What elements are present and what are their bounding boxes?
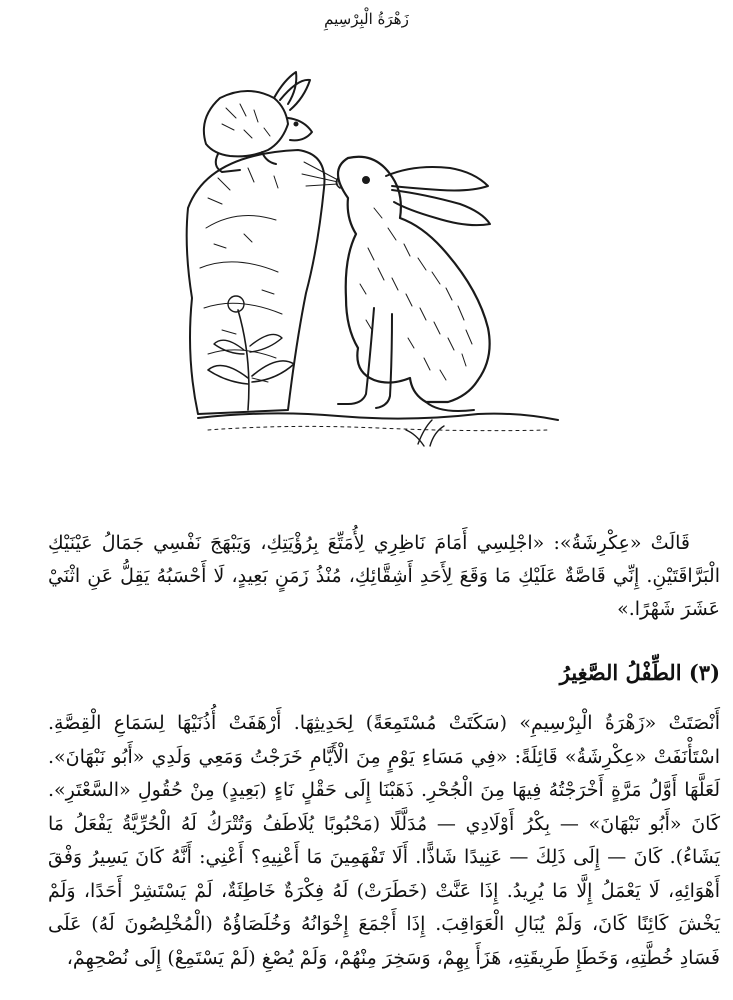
quote-paragraph: قَالَتْ «عِكْرِشَةُ»: «اجْلِسِي أَمَامَ نَاظِرِي لِأُمَتِّعَ بِرُؤْيَتِكِ، وَيَبْهَجَ نَفْسِي جَمَالُ عَيْنَيْكِ الْبَرَّاقَتَيْنِ. إِنِّي قَاصَّةٌ عَلَيْكِ مَا وَقَعَ لِأَحَدِ أَشِقَّائِكِ، مُنْذُ زَمَنٍ بَعِيدٍ، لَا أَحْسَبُهُ يَقِلُّ عَنِ اثْنَيْ عَشَرَ شَهْرًا.» xyxy=(48,532,720,620)
running-header: زَهْرَةُ الْبِرْسِيمِ xyxy=(324,10,409,28)
body-paragraph: أَنْصَتَتْ «زَهْرَةُ الْبِرْسِيمِ» (سَكَتَتْ مُسْتَمِعَةً) لِحَدِيثِهَا. أَرْهَفَتْ أُذُنَيْهَا لِسَمَاعِ الْقِصَّةِ. اسْتَأْنَفَتْ «عِكْرِشَةُ» قَائِلَةً: «فِي مَسَاءِ يَوْمٍ مِنَ الْأَيَّامِ خَرَجْتُ وَمَعِي وَلَدِي «أَبُو نَبْهَانَ». لَعَلَّهَا أَوَّلُ مَرَّةٍ أَخْرَجْتُهُ فِيهَا مِنَ الْجُحْرِ. ذَهَبْنَا إِلَى حَقْلٍ نَاءٍ (بَعِيدٍ) مِنْ حُقُولِ «السَّعْتَرِ». كَانَ «أَبُو نَبْهَانَ» — بِكْرُ أَوْلَادِي — مُدَلَّلًا (مَحْبُوبًا يُلَاطَفُ وَتُتْرَكُ لَهُ الْحُرِّيَّةُ يَفْعَلُ مَا يَشَاءُ). كَانَ — إِلَى ذَلِكَ — عَنِيدًا شَاذًّا. أَلَا تَفْهَمِينَ مَا أَعْنِيهِ؟ أَعْنِي: أَنَّهُ كَانَ يَسِيرُ وَفْقَ أَهْوَائِهِ، لَا يَعْمَلُ إِلَّا مَا يُرِيدُ. إِذَا عَنَّتْ (خَطَرَتْ) لَهُ فِكْرَةٌ خَاطِئَةٌ، لَمْ يَسْتَشِرْ أَحَدًا، وَلَمْ يَخْشَ كَائِنًا كَانَ، وَلَمْ يُبَالِ الْعَوَاقِبَ. إِذَا أَجْمَعَ إِخْوَانُهُ وَخُلَصَاؤُهُ (الْمُخْلِصُونَ لَهُ) عَلَى فَسَادِ خُطَّتِهِ، وَخَطَإِ طَرِيقَتِهِ، هَزَأَ بِهِمْ، وَسَخِرَ مِنْهُمْ، وَلَمْ يُصْغِ (لَمْ يَسْتَمِعْ) إِلَى نُصْحِهِمْ، xyxy=(48,712,720,969)
section-heading: (٣) الطِّفْلُ الصَّغِيرُ xyxy=(559,660,720,686)
rabbits-illustration xyxy=(178,58,563,468)
rabbits-engraving-icon xyxy=(178,58,563,468)
